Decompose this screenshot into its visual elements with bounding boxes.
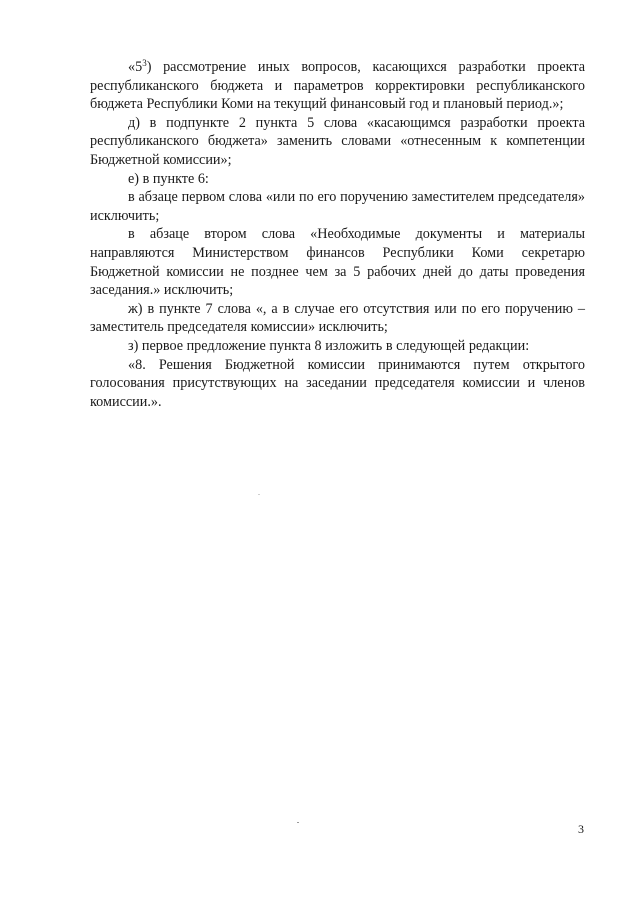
paragraph-item-e-abzac-2: в абзаце втором слова «Необходимые документы и материалы направляются Министерством финансов Республики Коми секретарю Бюджетной комиссии не позднее чем за 5 рабочих дней до даты проведения заседания.» исключить; [90, 226, 585, 299]
paragraph-prefix: «5 [128, 59, 143, 75]
page-number: 3 [578, 822, 584, 836]
paragraph-item-zh: ж) в пункте 7 слова «, а в случае его отсутствия или по его поручению – заместитель председателя комиссии» исключить; [90, 300, 585, 336]
superscript-3: 3 [142, 58, 147, 68]
paragraph-text: ) рассмотрение иных вопросов, касающихся разработки проекта республиканского бюджета и параметров корректировки республиканского бюджета Республики Коми на текущий финансовый год и плановый период.»; [90, 59, 585, 113]
paragraph-item-e: е) в пункте 6: [128, 170, 209, 187]
document-body [90, 58, 585, 411]
paragraph-item-5-3 [90, 58, 585, 114]
scan-speck [297, 822, 299, 823]
paragraph-item-8-quote: «8. Решения Бюджетной комиссии принимаются путем открытого голосования присутствующих на заседании председателя комиссии и членов комиссии.». [90, 356, 585, 410]
paragraph-item-z: з) первое предложение пункта 8 изложить в следующей редакции: [128, 337, 530, 354]
scan-speck [258, 494, 260, 495]
paragraph-item-d: д) в подпункте 2 пункта 5 слова «касающимся разработки проекта республиканского бюджета» заменить словами «отнесенным к компетенции Бюджетной комиссии»; [90, 114, 585, 168]
paragraph-item-e-abzac-1: в абзаце первом слова «или по его поручению заместителем председателя» исключить; [90, 189, 585, 224]
